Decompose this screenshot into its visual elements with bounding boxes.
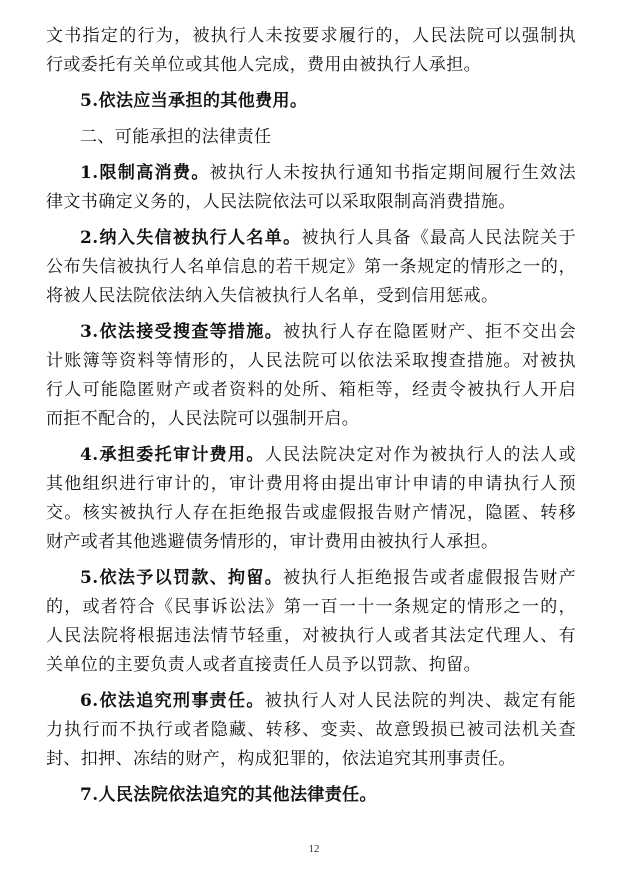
item-heading: 7.人民法院依法追究的其他法律责任。 — [80, 785, 377, 805]
text-line — [46, 224, 576, 253]
text-line — [46, 318, 576, 347]
text-line: 行或委托有关单位或其他人完成，费用由被执行人承担。 — [46, 55, 481, 75]
text-line: 关单位的主要负责人或者直接责任人员予以罚款、拘留。 — [46, 655, 481, 675]
page-number: 12 — [308, 843, 320, 855]
text-line: 封、扣押、冻结的财产，构成犯罪的，依法追究其刑事责任。 — [46, 749, 516, 769]
item-text: 被执行人未按执行通知书指定期间履行生效法 — [209, 163, 577, 183]
text-line: 交。核实被执行人存在拒绝报告或虚假报告财产情况，隐匿、转移 — [46, 503, 576, 523]
paragraph-other-fees — [46, 87, 576, 116]
text-line: 的，或者符合《民事诉讼法》第一百一十一条规定的情形之一的， — [46, 597, 576, 617]
item-heading: 4.承担委托审计费用。 — [80, 445, 265, 465]
text-line: 将被人民法院依法纳入失信被执行人名单，受到信用惩戒。 — [46, 286, 499, 306]
paragraph-item-7 — [46, 781, 576, 810]
text-line — [46, 159, 576, 188]
paragraph-item-4 — [46, 441, 576, 557]
item-heading: 2.纳入失信被执行人名单。 — [80, 228, 302, 248]
document-page — [46, 22, 576, 810]
item-text: 被执行人具备《最高人民法院关于 — [301, 228, 577, 248]
text-line: 其他组织进行审计的，审计费用将由提出审计申请的申请执行人预 — [46, 474, 576, 494]
text-line — [46, 441, 576, 470]
item-text: 被执行人对人民法院的判决、裁定有能 — [264, 691, 576, 711]
item-heading: 5.依法予以罚款、拘留。 — [80, 568, 284, 588]
paragraph-item-6 — [46, 687, 576, 774]
text-line — [46, 564, 576, 593]
text-line: 人民法院将根据违法情节轻重，对被执行人或者其法定代理人、有 — [46, 626, 576, 646]
item-text: 被执行人拒绝报告或者虚假报告财产 — [283, 568, 577, 588]
paragraph-item-1 — [46, 159, 576, 217]
text-line: 财产或者其他逃避债务情形的，审计费用由被执行人承担。 — [46, 532, 499, 552]
text-line: 力执行而不执行或者隐藏、转移、变卖、故意毁损已被司法机关查 — [46, 720, 576, 740]
text-line: 而拒不配合的，人民法院可以强制开启。 — [46, 409, 360, 429]
text-line: 律文书确定义务的，人民法院依法可以采取限制高消费措施。 — [46, 192, 516, 212]
text-line: 计账簿等资料等情形的，人民法院可以依法采取搜查措施。对被执 — [46, 351, 576, 371]
paragraph-continuation — [46, 22, 576, 80]
item-heading: 3.依法接受搜查等措施。 — [80, 322, 284, 342]
paragraph-item-2 — [46, 224, 576, 311]
item-heading: 6.依法追究刑事责任。 — [80, 691, 265, 711]
item-text: 被执行人存在隐匿财产、拒不交出会 — [283, 322, 577, 342]
section-heading — [46, 123, 576, 152]
section-title: 二、可能承担的法律责任 — [80, 127, 272, 147]
text-line: 公布失信被执行人名单信息的若干规定》第一条规定的情形之一的， — [46, 257, 576, 277]
paragraph-item-3 — [46, 318, 576, 434]
item-text: 人民法院决定对作为被执行人的法人或 — [264, 445, 576, 465]
paragraph-item-5 — [46, 564, 576, 680]
item-heading: 1.限制高消费。 — [80, 163, 210, 183]
text-line: 行人可能隐匿财产或者资料的处所、箱柜等，经责令被执行人开启 — [46, 380, 576, 400]
item-heading: 5.依法应当承担的其他费用。 — [80, 91, 308, 111]
text-line — [46, 687, 576, 716]
text-line: 文书指定的行为，被执行人未按要求履行的，人民法院可以强制执 — [46, 26, 576, 46]
